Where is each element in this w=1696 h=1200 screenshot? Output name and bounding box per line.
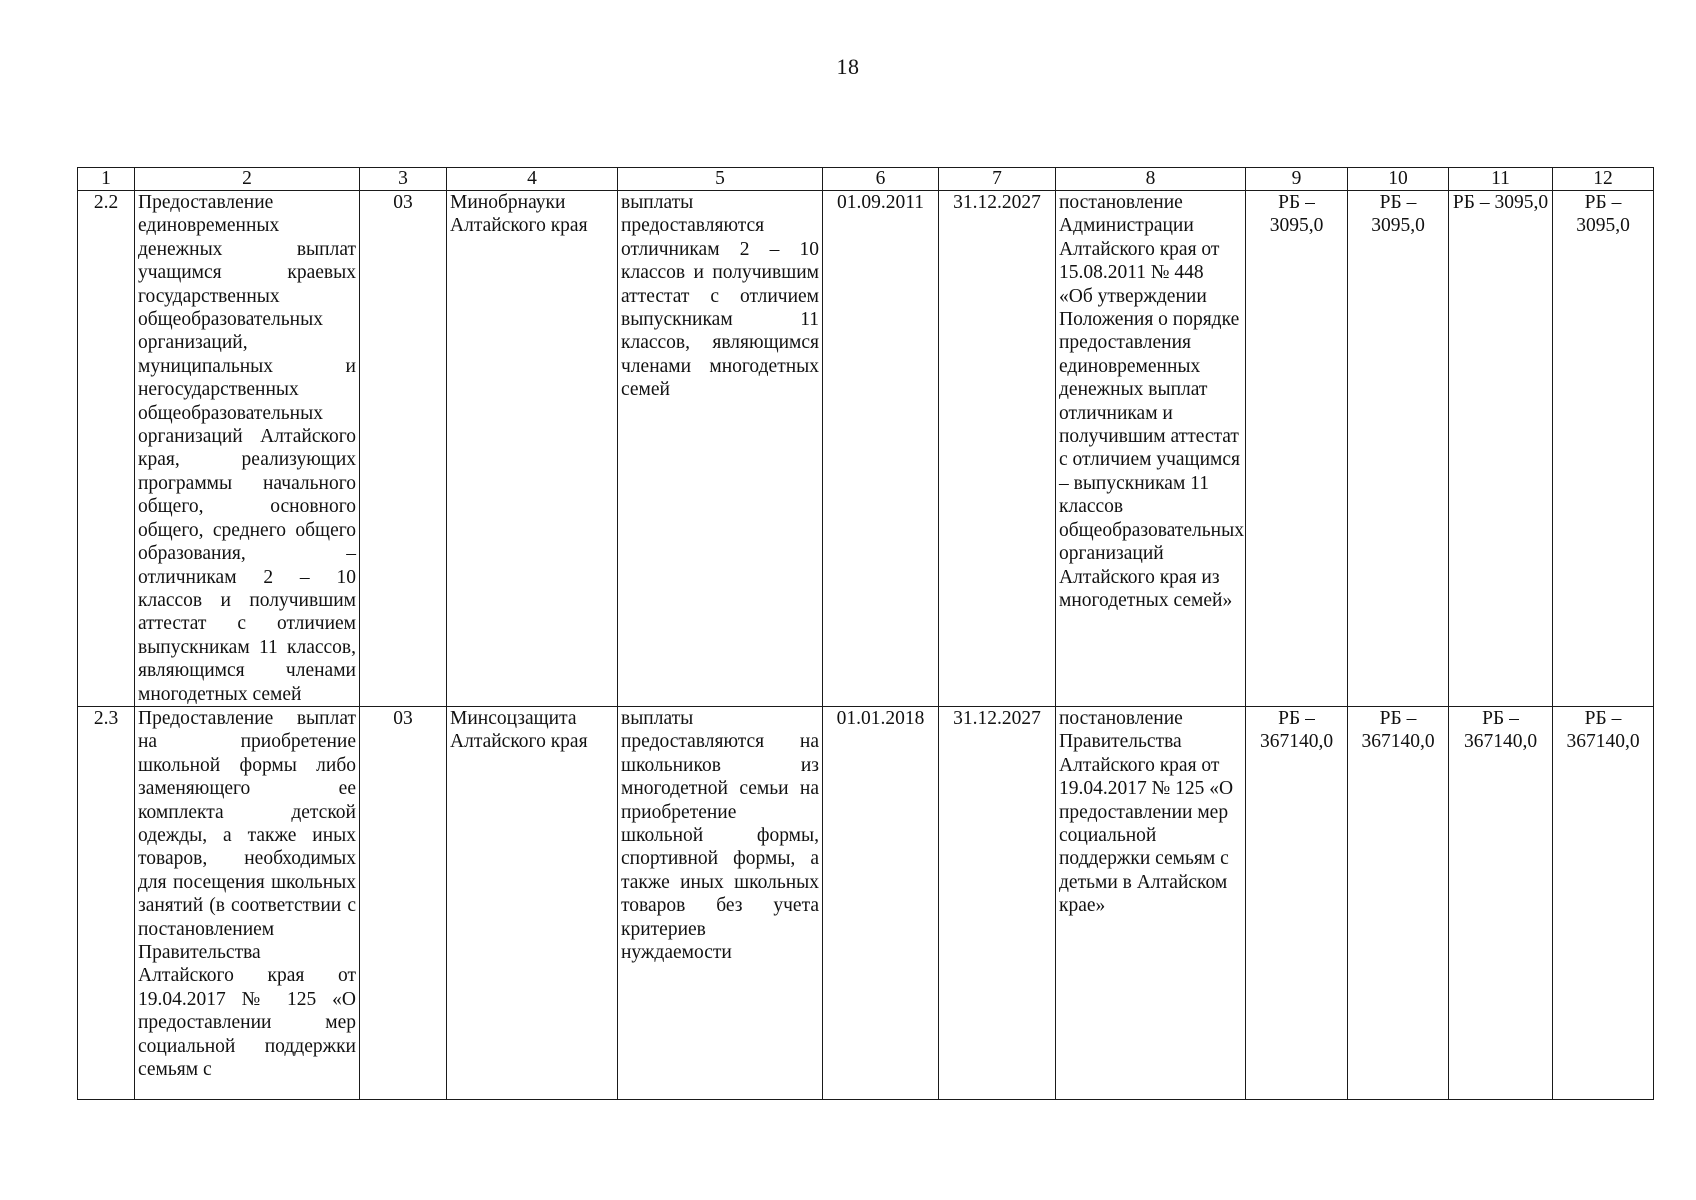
- header-cell: 1: [78, 168, 135, 191]
- legal-act-cell: постановление Администрации Алтайского края от 15.08.2011 № 448 «Об утверждении Положения о порядке предоставления единовременных денежных выплат отличникам и получившим аттестат с отличием учащимся – выпускникам 11 классов общеобразовательных организаций Алтайского края из многодетных семей»: [1056, 191, 1246, 707]
- header-cell: 4: [447, 168, 618, 191]
- code-cell: 03: [360, 706, 447, 1099]
- header-cell: 9: [1246, 168, 1348, 191]
- funding-cell: РБ – 367140,0: [1449, 706, 1553, 1099]
- header-cell: 6: [823, 168, 939, 191]
- code-cell: 03: [360, 191, 447, 707]
- header-cell: 3: [360, 168, 447, 191]
- conditions-cell: выплаты предоставляются отличникам 2 – 10 классов и получившим аттестат с отличием выпускникам 11 классов, являющимся членами многодетных семей: [618, 191, 823, 707]
- row-number-cell: 2.3: [78, 706, 135, 1099]
- start-date-cell: 01.09.2011: [823, 191, 939, 707]
- row-number-cell: 2.2: [78, 191, 135, 707]
- page-number: 18: [836, 54, 860, 79]
- header-cell: 8: [1056, 168, 1246, 191]
- legal-act-cell: постановление Правительства Алтайского края от 19.04.2017 № 125 «О предоставлении мер социальной поддержки семьям с детьми в Алтайском крае»: [1056, 706, 1246, 1099]
- header-cell: 7: [939, 168, 1056, 191]
- document-table: [77, 167, 1654, 1100]
- end-date-cell: 31.12.2027: [939, 706, 1056, 1099]
- measure-name-cell: Предоставление единовременных денежных выплат учащимся краевых государственных общеобразовательных организаций, муниципальных и негосударственных общеобразовательных организаций Алтайского края, реализующих программы начального общего, основного общего, среднего общего образования, – отличникам 2 – 10 классов и получившим аттестат с отличием выпускникам 11 классов, являющимся членами многодетных семей: [135, 191, 360, 707]
- header-cell: 12: [1553, 168, 1654, 191]
- header-row: [78, 168, 1654, 191]
- agency-cell: Минсоцзащита Алтайского края: [447, 706, 618, 1099]
- header-cell: 2: [135, 168, 360, 191]
- conditions-cell: выплаты предоставляются на школьников из многодетной семьи на приобретение школьной формы, спортивной формы, а также иных школьных товаров без учета критериев нуждаемости: [618, 706, 823, 1099]
- funding-cell: РБ – 367140,0: [1553, 706, 1654, 1099]
- funding-cell: РБ – 3095,0: [1348, 191, 1449, 707]
- measure-name-cell: Предоставление выплат на приобретение школьной формы либо заменяющего ее комплекта детской одежды, а также иных товаров, необходимых для посещения школьных занятий (в соответствии с постановлением Правительства Алтайского края от 19.04.2017 № 125 «О предоставлении мер социальной поддержки семьям с: [135, 706, 360, 1099]
- end-date-cell: 31.12.2027: [939, 191, 1056, 707]
- funding-cell: РБ – 3095,0: [1246, 191, 1348, 707]
- funding-cell: РБ – 3095,0: [1449, 191, 1553, 707]
- funding-cell: РБ – 367140,0: [1246, 706, 1348, 1099]
- table-row: [78, 191, 1654, 707]
- table-row: [78, 706, 1654, 1099]
- funding-cell: РБ – 367140,0: [1348, 706, 1449, 1099]
- agency-cell: Минобрнауки Алтайского края: [447, 191, 618, 707]
- start-date-cell: 01.01.2018: [823, 706, 939, 1099]
- funding-cell: РБ – 3095,0: [1553, 191, 1654, 707]
- header-cell: 11: [1449, 168, 1553, 191]
- header-cell: 5: [618, 168, 823, 191]
- header-cell: 10: [1348, 168, 1449, 191]
